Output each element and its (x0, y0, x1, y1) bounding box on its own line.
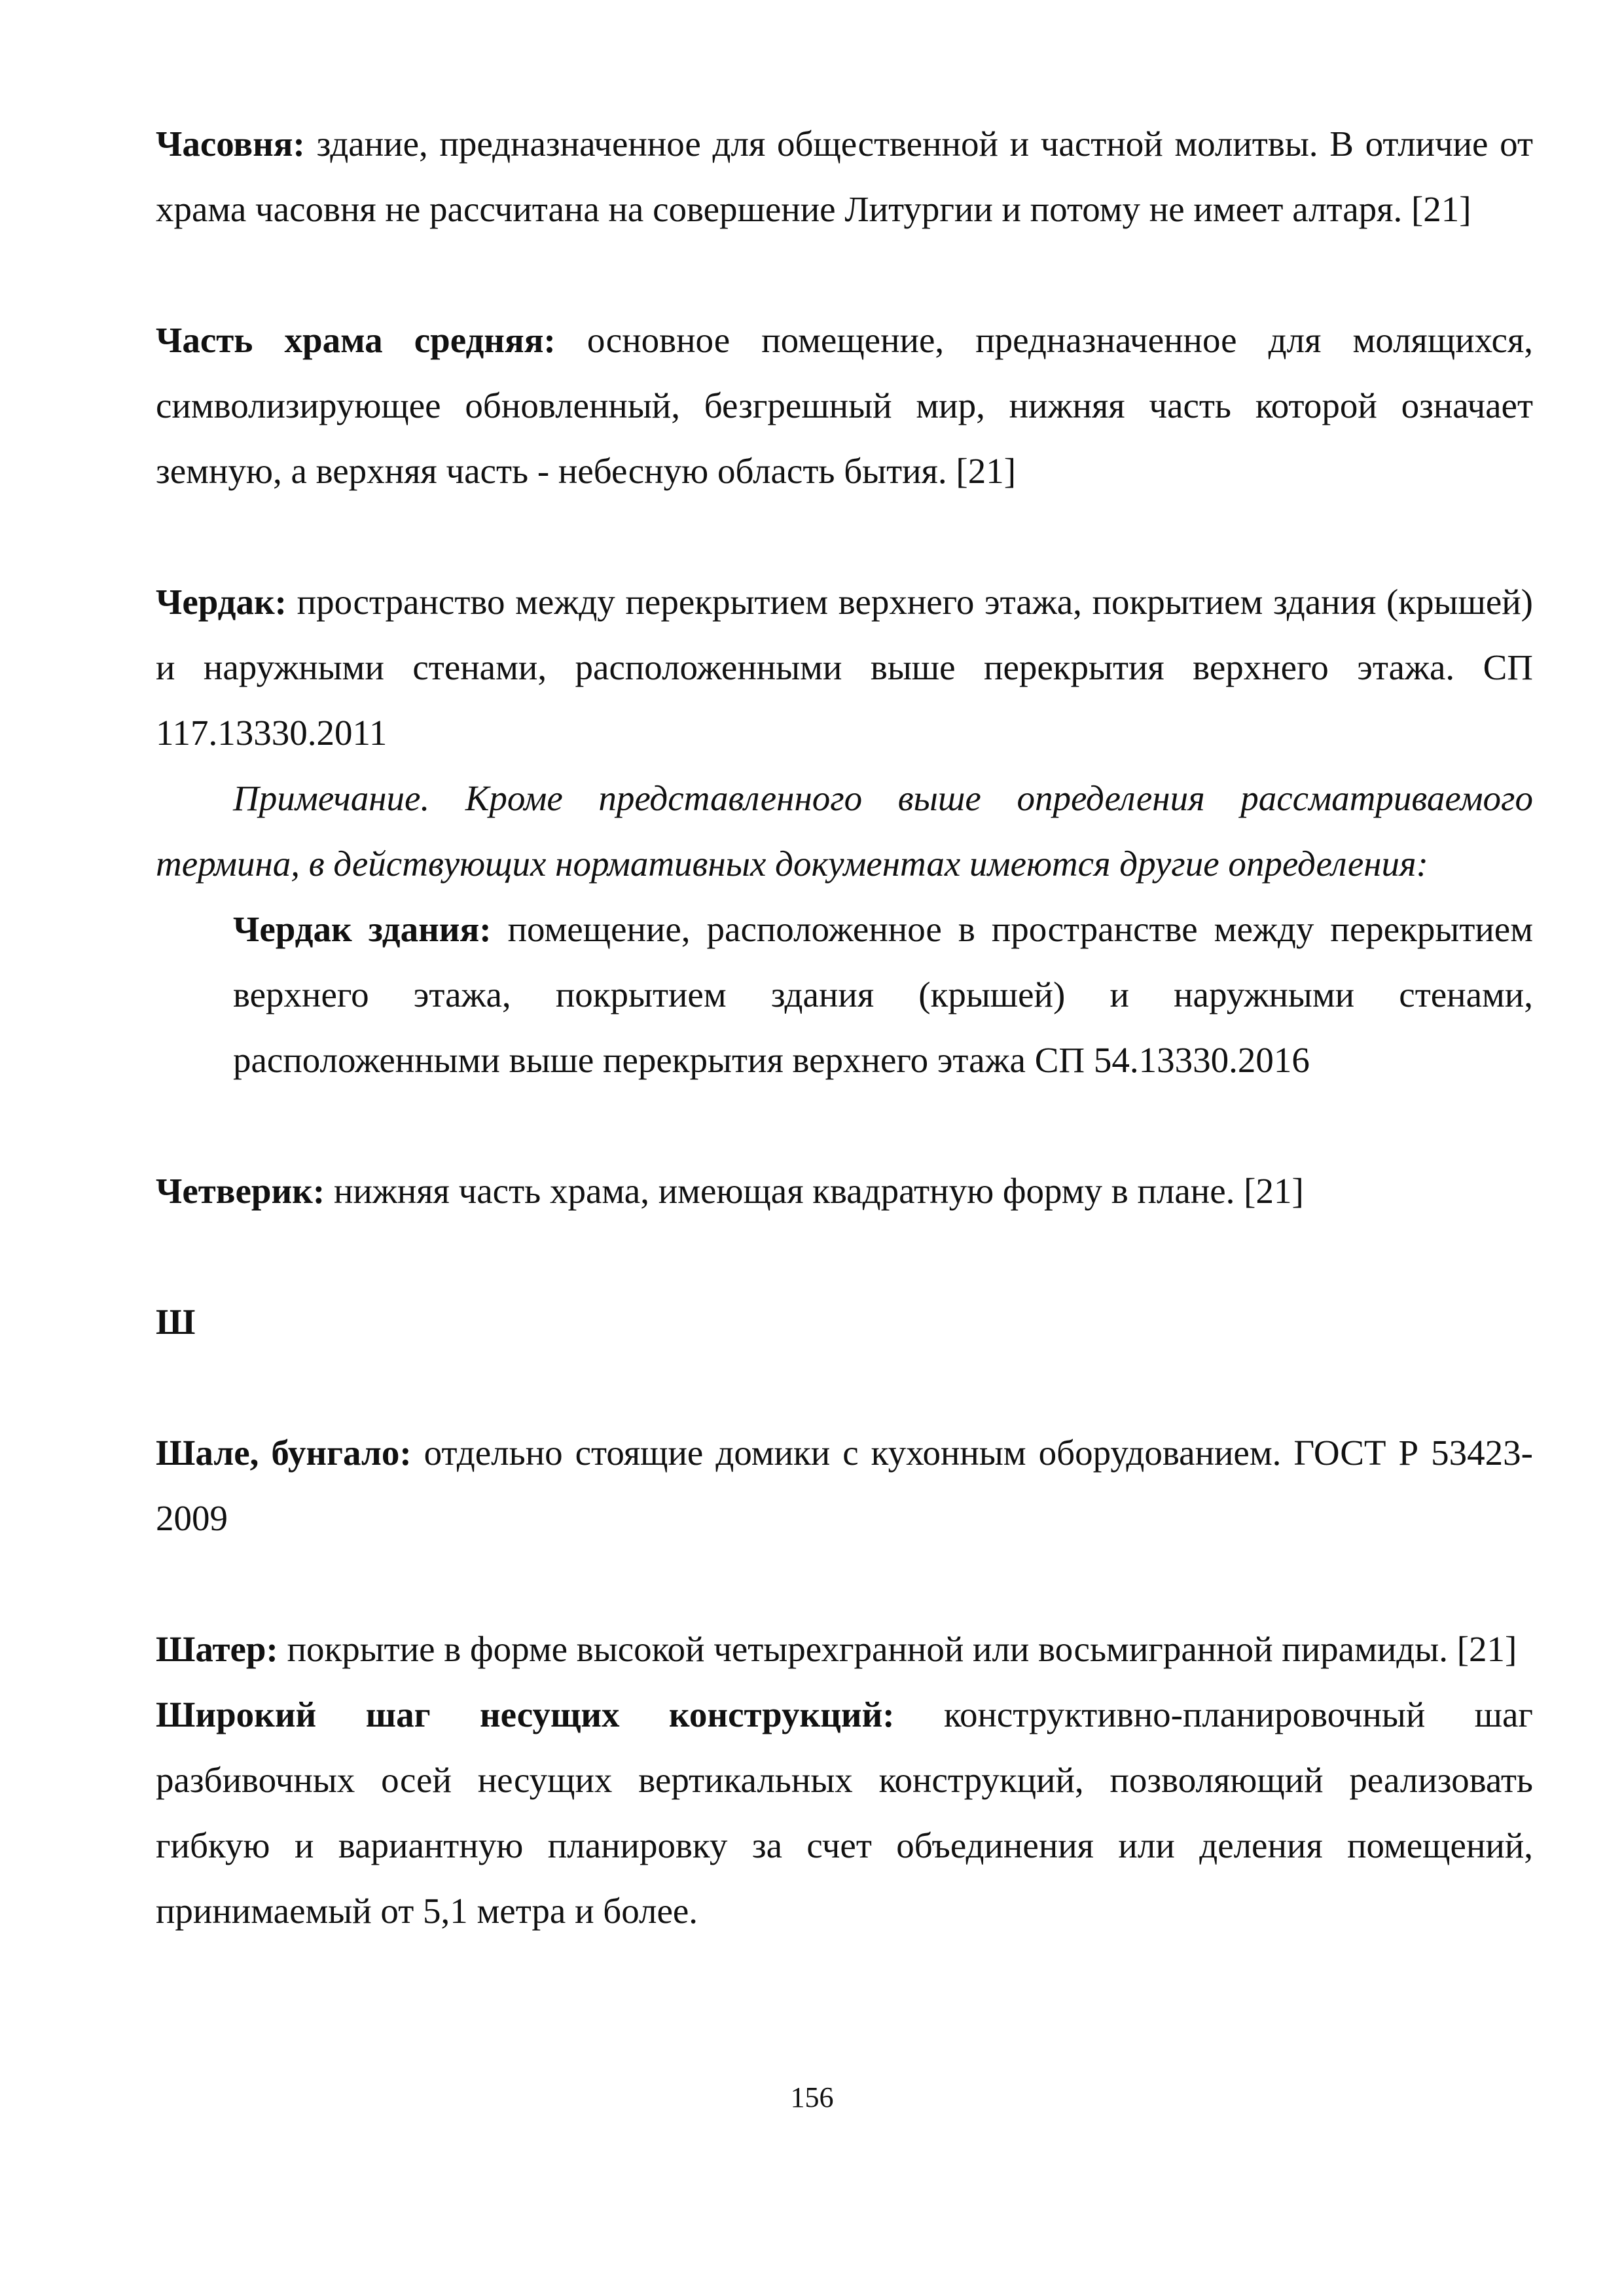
entry-chasovnya (156, 111, 1533, 242)
definition-cherdak-zdaniya: помещение, расположенное в пространстве между перекрытием верхнего этажа, покрытием здания (крышей) и наружными стенами, расположенными выше перекрытия верхнего этажа СП 54.13330.2016 (233, 909, 1534, 1080)
entry-chetverik (156, 1158, 1533, 1224)
page-number: 156 (790, 2081, 834, 2113)
entry-cherdak (156, 569, 1533, 766)
term-chetverik: Четверик: (156, 1171, 325, 1211)
spacer (156, 1355, 1533, 1420)
definition-cherdak: пространство между перекрытием верхнего этажа, покрытием здания (крышей) и наружными стенами, расположенными выше перекрытия верхнего этажа. СП 117.13330.2011 (156, 582, 1533, 753)
definition-chasovnya: здание, предназначенное для общественной и частной молитвы. В отличие от храма часовня не рассчитана на совершение Литургии и потому не имеет алтаря. [21] (156, 124, 1533, 229)
definition-chetverik: нижняя часть храма, имеющая квадратную форму в плане. [21] (325, 1171, 1304, 1211)
note-paragraph: Примечание. Кроме представленного выше определения рассматриваемого термина, в действующих нормативных документах имеются другие определения: (156, 778, 1533, 884)
term-chast-hrama: Часть храма средняя: (156, 320, 556, 360)
section-letter: Ш (156, 1302, 196, 1342)
definition-shirokiy-shag: конструктивно-планировочный шаг разбивочных осей несущих вертикальных конструкций, позволяющий реализовать гибкую и вариантную планировку за счет объединения или деления помещений, принимаемый от 5,1 метра и более. (156, 1695, 1533, 1931)
spacer (156, 1551, 1533, 1617)
term-cherdak: Чердак: (156, 582, 287, 622)
term-chasovnya: Часовня: (156, 124, 305, 164)
entry-cherdak-zdaniya (233, 897, 1533, 1093)
term-shale: Шале, бунгало: (156, 1433, 412, 1473)
document-page (156, 111, 1533, 1944)
entry-shale (156, 1420, 1533, 1551)
term-shirokiy-shag: Широкий шаг несущих конструкций: (156, 1695, 895, 1734)
entry-chast-hrama (156, 308, 1533, 504)
term-cherdak-zdaniya: Чердак здания: (233, 909, 492, 949)
definition-shater: покрытие в форме высокой четырехгранной или восьмигранной пирамиды. [21] (278, 1629, 1517, 1669)
entry-shirokiy-shag (156, 1682, 1533, 1944)
spacer (156, 1093, 1533, 1158)
definition-chast-hrama: основное помещение, предназначенное для молящихся, символизирующее обновленный, безгрешный мир, нижняя часть которой означает земную, а верхняя часть - небесную область бытия. [21] (156, 320, 1533, 491)
spacer (156, 242, 1533, 308)
entry-shater (156, 1617, 1533, 1682)
definition-shale: отдельно стоящие домики с кухонным оборудованием. ГОСТ Р 53423-2009 (156, 1433, 1533, 1538)
spacer (156, 1224, 1533, 1289)
spacer (156, 504, 1533, 569)
term-shater: Шатер: (156, 1629, 278, 1669)
